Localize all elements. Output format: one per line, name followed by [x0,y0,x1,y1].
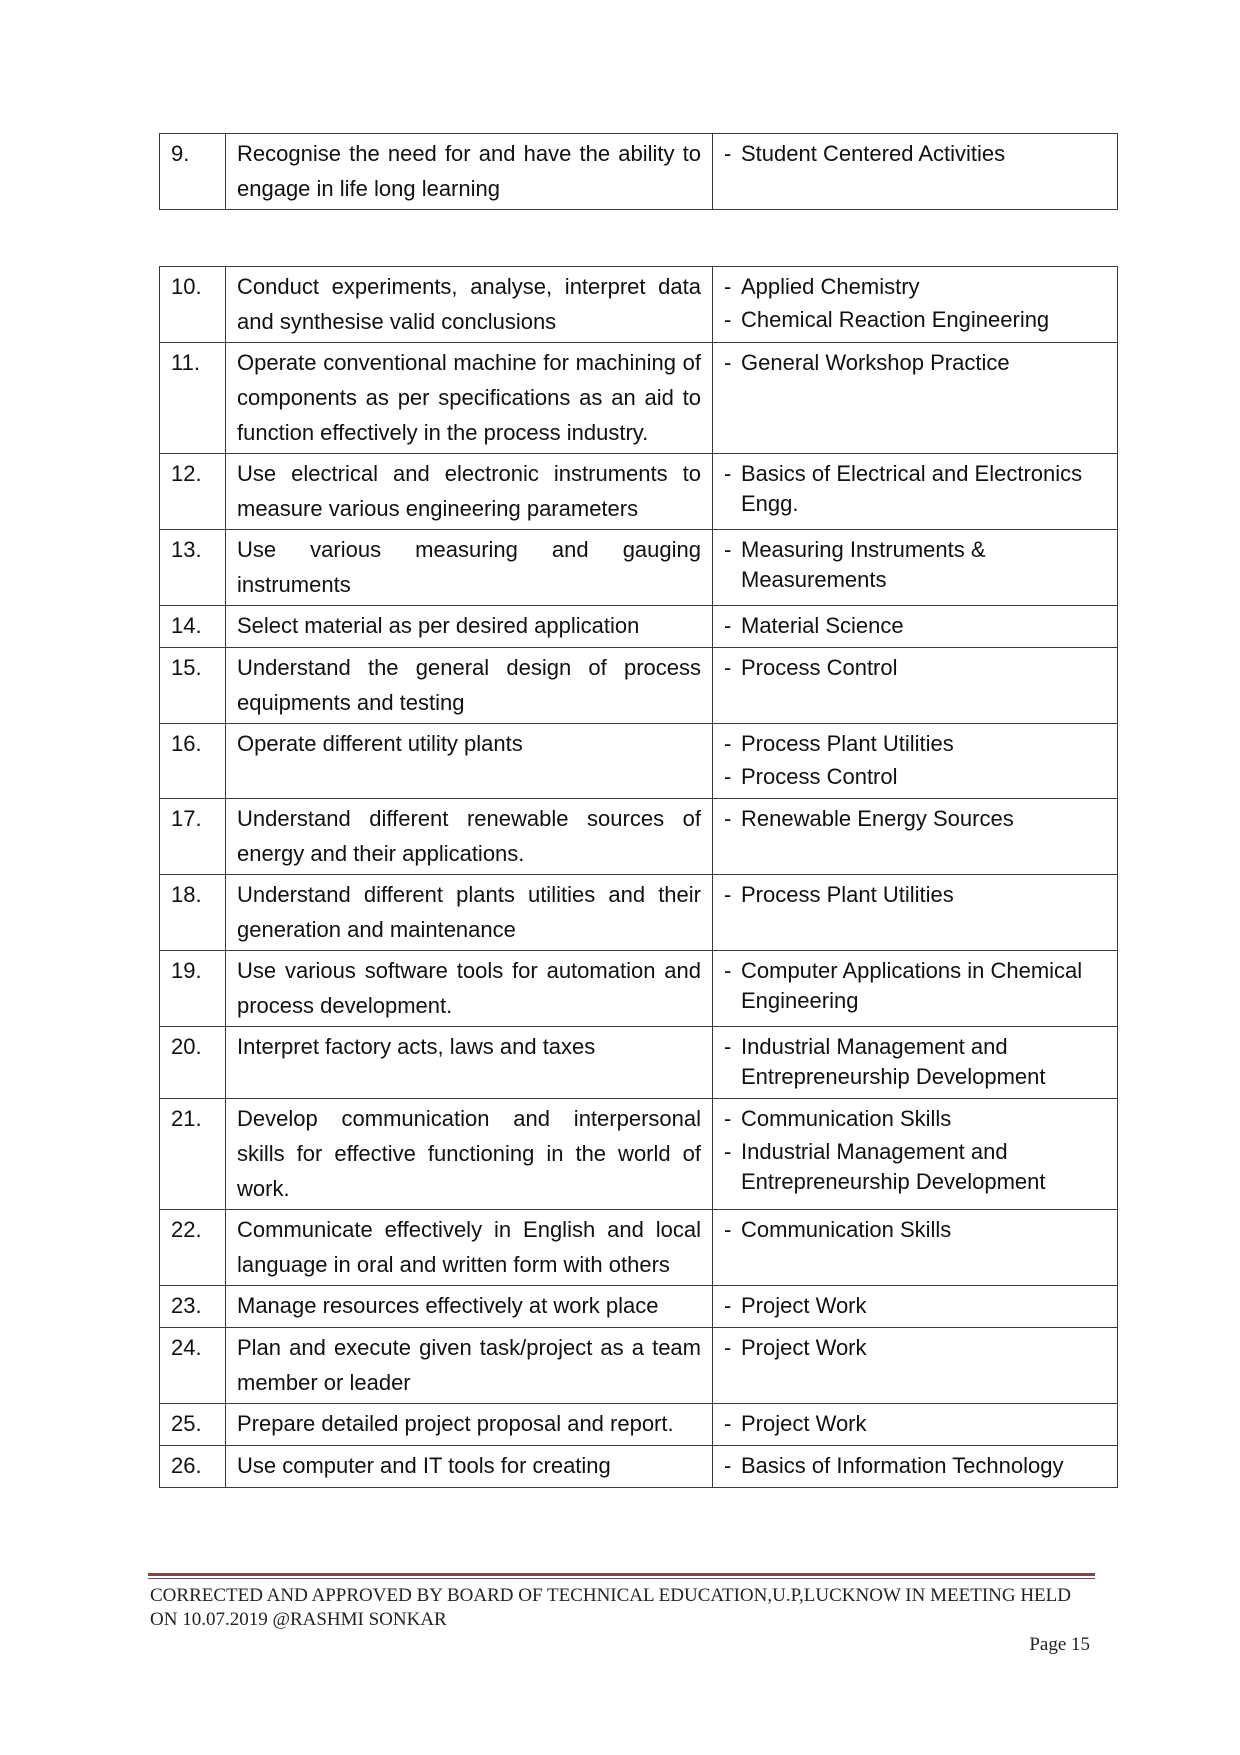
related-subjects [713,951,1118,1027]
related-subjects [713,454,1118,530]
outcome-description: Manage resources effectively at work place [226,1286,713,1328]
related-subjects [713,267,1118,343]
table-row [160,1027,1118,1099]
subject-item: - Basics of Electrical and Electronics Engg. [724,459,1106,519]
subject-item: - Material Science [724,611,1106,641]
outcomes-table-main [159,266,1118,1488]
related-subjects [713,648,1118,724]
outcome-description: Use various software tools for automation and process development. [226,951,713,1027]
outcome-description: Communicate effectively in English and local language in oral and written form with others [226,1210,713,1286]
table-row [160,951,1118,1027]
outcome-description: Develop communication and interpersonal skills for effective functioning in the world of work. [226,1099,713,1210]
subject-item: - Computer Applications in Chemical Engineering [724,956,1106,1016]
subject-item: - Chemical Reaction Engineering [724,305,1106,335]
footer-approval-text: CORRECTED AND APPROVED BY BOARD OF TECHNICAL EDUCATION,U.P,LUCKNOW IN MEETING HELD ON 10.07.2019 @RASHMI SONKAR [150,1585,1071,1630]
outcome-number: 13. [160,530,226,606]
outcome-number: 9. [160,134,226,210]
related-subjects [713,1404,1118,1446]
outcome-number: 22. [160,1210,226,1286]
subject-item: - Applied Chemistry [724,272,1106,302]
table-row [160,724,1118,799]
outcome-number: 23. [160,1286,226,1328]
subject-item: - Industrial Management and Entrepreneurship Development [724,1032,1106,1092]
subject-item: - Process Control [724,653,1106,683]
table-row [160,648,1118,724]
outcome-number: 10. [160,267,226,343]
outcome-number: 16. [160,724,226,799]
related-subjects [713,1210,1118,1286]
outcome-number: 26. [160,1446,226,1488]
table-row [160,530,1118,606]
outcome-description: Plan and execute given task/project as a team member or leader [226,1328,713,1404]
outcome-description: Interpret factory acts, laws and taxes [226,1027,713,1099]
table-row [160,1328,1118,1404]
outcome-number: 25. [160,1404,226,1446]
table-row [160,606,1118,648]
table-row [160,799,1118,875]
outcome-number: 12. [160,454,226,530]
outcome-description: Recognise the need for and have the ability to engage in life long learning [226,134,713,210]
page-number: Page 15 [1029,1634,1090,1655]
related-subjects [713,530,1118,606]
subject-item: - Process Plant Utilities [724,729,1106,759]
subject-item: - Process Control [724,762,1106,792]
subject-item: - Project Work [724,1291,1106,1321]
subject-item: - Communication Skills [724,1104,1106,1134]
subject-item: - General Workshop Practice [724,348,1106,378]
table-row [160,454,1118,530]
outcome-description: Understand the general design of process equipments and testing [226,648,713,724]
related-subjects [713,1286,1118,1328]
related-subjects [713,606,1118,648]
related-subjects [713,1446,1118,1488]
subject-item: - Communication Skills [724,1215,1106,1245]
outcomes-table-top [159,133,1118,210]
related-subjects [713,134,1118,210]
outcome-number: 11. [160,343,226,454]
table-row [160,267,1118,343]
outcome-number: 15. [160,648,226,724]
table-row [160,1210,1118,1286]
outcome-description: Use computer and IT tools for creating [226,1446,713,1488]
related-subjects [713,1328,1118,1404]
outcome-description: Operate different utility plants [226,724,713,799]
subject-item: - Renewable Energy Sources [724,804,1106,834]
related-subjects [713,875,1118,951]
outcome-description: Select material as per desired application [226,606,713,648]
subject-item: - Process Plant Utilities [724,880,1106,910]
outcome-number: 19. [160,951,226,1027]
outcome-number: 21. [160,1099,226,1210]
subject-item: - Measuring Instruments & Measurements [724,535,1106,595]
subject-item: - Project Work [724,1333,1106,1363]
table-row [160,1286,1118,1328]
outcome-description: Use various measuring and gauging instruments [226,530,713,606]
outcome-description: Understand different renewable sources of energy and their applications. [226,799,713,875]
outcome-description: Understand different plants utilities and their generation and maintenance [226,875,713,951]
outcome-description: Prepare detailed project proposal and report. [226,1404,713,1446]
footer-divider [148,1573,1095,1579]
table-row [160,343,1118,454]
outcome-description: Use electrical and electronic instruments to measure various engineering parameters [226,454,713,530]
subject-item: - Project Work [724,1409,1106,1439]
outcome-description: Operate conventional machine for machining of components as per specifications as an aid to function effectively in the process industry. [226,343,713,454]
outcome-description: Conduct experiments, analyse, interpret data and synthesise valid conclusions [226,267,713,343]
outcome-number: 14. [160,606,226,648]
subject-item: - Student Centered Activities [724,139,1106,169]
table-row [160,1099,1118,1210]
related-subjects [713,1099,1118,1210]
table-row [160,1446,1118,1488]
related-subjects [713,799,1118,875]
related-subjects [713,724,1118,799]
table-row [160,1404,1118,1446]
table-row [160,875,1118,951]
related-subjects [713,1027,1118,1099]
related-subjects [713,343,1118,454]
outcome-number: 24. [160,1328,226,1404]
outcome-number: 20. [160,1027,226,1099]
outcome-number: 17. [160,799,226,875]
subject-item: - Basics of Information Technology [724,1451,1106,1481]
table-row [160,134,1118,210]
subject-item: - Industrial Management and Entrepreneurship Development [724,1137,1106,1197]
outcome-number: 18. [160,875,226,951]
